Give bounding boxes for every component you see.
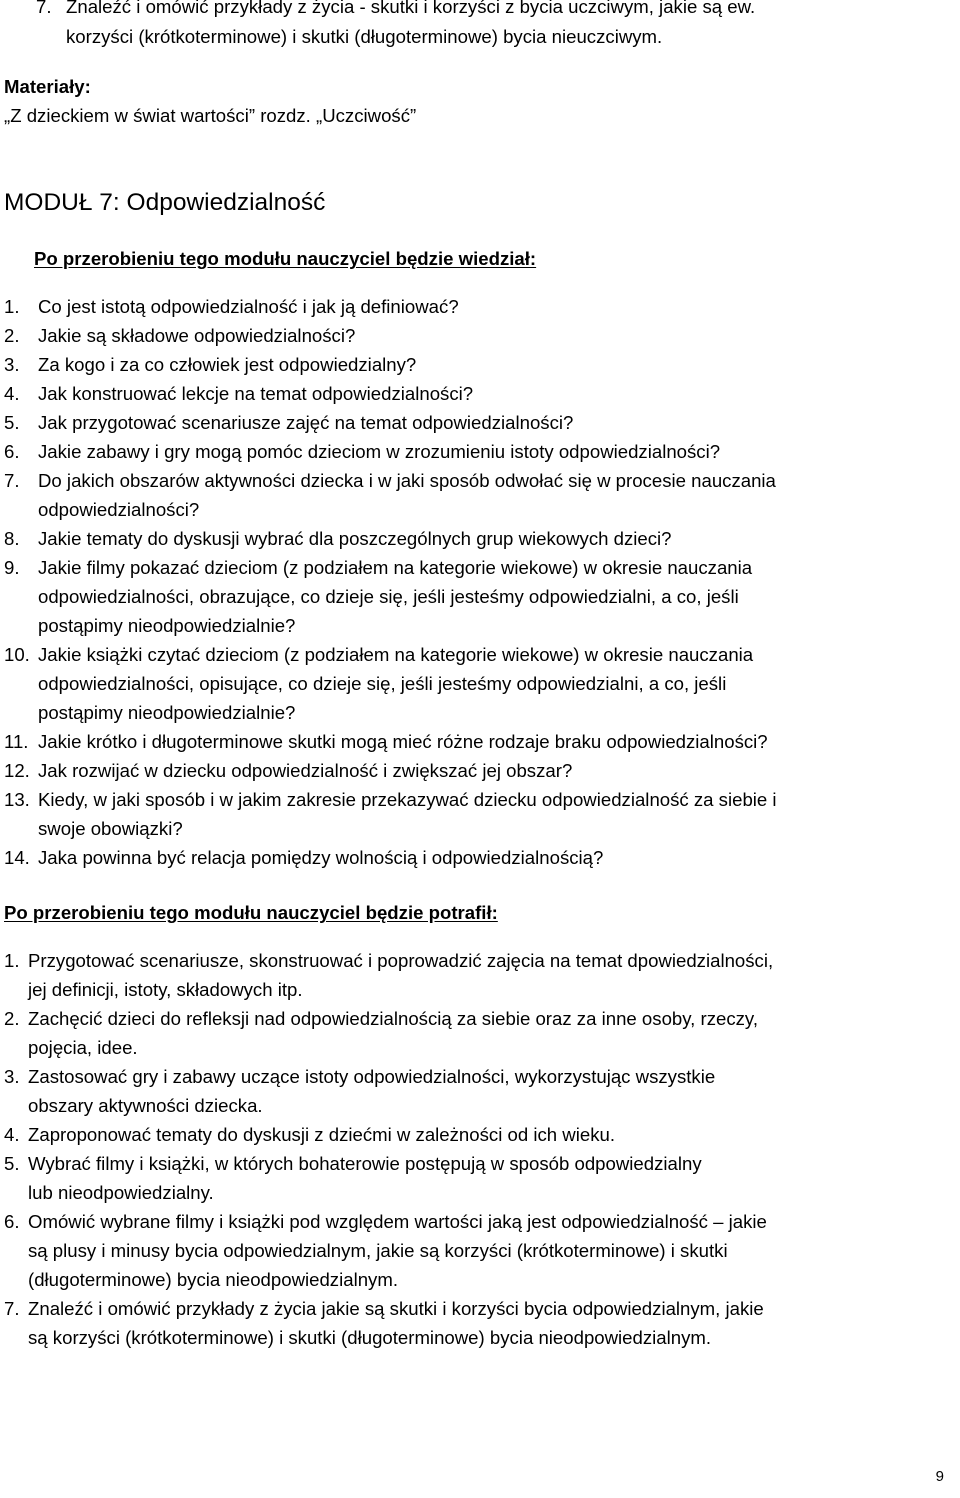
list-item-text-continuation: są korzyści (krótkoterminowe) i skutki (długoterminowe) bycia nieodpowiedzialnym. bbox=[28, 1327, 712, 1348]
list-number: 3. bbox=[4, 354, 20, 375]
list-item-text-continuation: swoje obowiązki? bbox=[38, 818, 183, 839]
list-item-text: Jakie książki czytać dzieciom (z podziałem na kategorie wiekowe) w okresie nauczania bbox=[38, 644, 754, 665]
list-number: 11. bbox=[4, 731, 29, 752]
knowledge-heading: Po przerobieniu tego modułu nauczyciel będzie wiedział: bbox=[34, 248, 537, 269]
list-number: 6. bbox=[4, 1211, 20, 1232]
module-title: MODUŁ 7: Odpowiedzialność bbox=[4, 189, 326, 216]
list-item-text: Co jest istotą odpowiedzialność i jak ją definiować? bbox=[38, 296, 459, 317]
list-number: 4. bbox=[4, 383, 20, 404]
list-item-text: Jaka powinna być relacja pomiędzy wolnością i odpowiedzialnością? bbox=[38, 847, 604, 868]
list-item-text-continuation: jej definicji, istoty, składowych itp. bbox=[28, 979, 303, 1000]
list-number: 3. bbox=[4, 1066, 20, 1087]
list-item-text: Znaleźć i omówić przykłady z życia jakie są skutki i korzyści bycia odpowiedzialnym, jakie bbox=[28, 1298, 764, 1319]
list-item-text: Za kogo i za co człowiek jest odpowiedzialny? bbox=[38, 354, 417, 375]
list-item-text: Jak przygotować scenariusze zajęć na temat odpowiedzialności? bbox=[38, 412, 574, 433]
skills-heading: Po przerobieniu tego modułu nauczyciel będzie potrafił: bbox=[4, 902, 498, 923]
list-number: 2. bbox=[4, 1008, 20, 1029]
page-number: 9 bbox=[935, 1468, 944, 1485]
list-item-text: Jak rozwijać w dziecku odpowiedzialność i zwiększać jej obszar? bbox=[38, 760, 573, 781]
list-number: 14. bbox=[4, 847, 30, 868]
list-item-text-continuation: są plusy i minusy bycia odpowiedzialnym, jakie są korzyści (krótkoterminowe) i skutki bbox=[28, 1240, 728, 1261]
list-item-text: Jak konstruować lekcje na temat odpowiedzialności? bbox=[38, 383, 474, 404]
list-number: 7. bbox=[36, 0, 52, 17]
list-item-text: Omówić wybrane filmy i książki pod względem wartości jaką jest odpowiedzialność – jakie bbox=[28, 1211, 767, 1232]
list-item-text: Do jakich obszarów aktywności dziecka i w jaki sposób odwołać się w procesie nauczania bbox=[38, 470, 776, 491]
list-number: 1. bbox=[4, 296, 20, 317]
list-number: 6. bbox=[4, 441, 20, 462]
list-number: 1. bbox=[4, 950, 20, 971]
list-item-text: Jakie krótko i długoterminowe skutki mogą mieć różne rodzaje braku odpowiedzialności? bbox=[38, 731, 768, 752]
list-number: 5. bbox=[4, 1153, 20, 1174]
list-number: 5. bbox=[4, 412, 20, 433]
materials-text: „Z dzieckiem w świat wartości” rozdz. „Uczciwość” bbox=[4, 105, 417, 126]
list-item-text-continuation: odpowiedzialności, opisujące, co dzieje się, jeśli jesteśmy odpowiedzialni, a co, jeśli bbox=[38, 673, 727, 694]
list-item-text: Jakie zabawy i gry mogą pomóc dzieciom w zrozumieniu istoty odpowiedzialności? bbox=[38, 441, 721, 462]
list-item-text-continuation: postąpimy nieodpowiedzialnie? bbox=[38, 615, 296, 636]
list-item-text-continuation: odpowiedzialności, obrazujące, co dzieje się, jeśli jesteśmy odpowiedzialni, a co, jeśli bbox=[38, 586, 739, 607]
list-item-text: Przygotować scenariusze, skonstruować i poprowadzić zajęcia na temat dpowiedzialności, bbox=[28, 950, 774, 971]
list-item-text: Wybrać filmy i książki, w których bohaterowie postępują w sposób odpowiedzialny bbox=[28, 1153, 702, 1174]
list-item-text-continuation: (długoterminowe) bycia nieodpowiedzialnym. bbox=[28, 1269, 398, 1290]
list-number: 2. bbox=[4, 325, 20, 346]
list-number: 13. bbox=[4, 789, 30, 810]
list-item-text-continuation: korzyści (krótkoterminowe) i skutki (długoterminowe) bycia nieuczciwym. bbox=[66, 26, 663, 47]
list-item-text-continuation: pojęcia, idee. bbox=[28, 1037, 138, 1058]
list-number: 9. bbox=[4, 557, 20, 578]
list-item-text: Jakie tematy do dyskusji wybrać dla poszczególnych grup wiekowych dzieci? bbox=[38, 528, 672, 549]
list-item-text: Zachęcić dzieci do refleksji nad odpowiedzialnością za siebie oraz za inne osoby, rzeczy, bbox=[28, 1008, 759, 1029]
list-number: 7. bbox=[4, 470, 20, 491]
materials-label: Materiały: bbox=[4, 76, 91, 97]
list-item-text: Jakie filmy pokazać dzieciom (z podziałem na kategorie wiekowe) w okresie nauczania bbox=[38, 557, 753, 578]
list-item-text-continuation: obszary aktywności dziecka. bbox=[28, 1095, 263, 1116]
list-number: 4. bbox=[4, 1124, 20, 1145]
list-number: 7. bbox=[4, 1298, 20, 1319]
list-item-text-continuation: lub nieodpowiedzialny. bbox=[28, 1182, 214, 1203]
list-item-text: Zaproponować tematy do dyskusji z dziećmi w zależności od ich wieku. bbox=[28, 1124, 615, 1145]
list-number: 12. bbox=[4, 760, 30, 781]
list-number: 10. bbox=[4, 644, 30, 665]
list-item-text: Znaleźć i omówić przykłady z życia - skutki i korzyści z bycia uczciwym, jakie są ew. bbox=[66, 0, 756, 17]
list-item-text: Kiedy, w jaki sposób i w jakim zakresie przekazywać dziecku odpowiedzialność za siebie i bbox=[38, 789, 777, 810]
list-item-text: Zastosować gry i zabawy uczące istoty odpowiedzialności, wykorzystując wszystkie bbox=[28, 1066, 716, 1087]
list-item-text-continuation: odpowiedzialności? bbox=[38, 499, 200, 520]
list-item-text-continuation: postąpimy nieodpowiedzialnie? bbox=[38, 702, 296, 723]
list-number: 8. bbox=[4, 528, 20, 549]
list-item-text: Jakie są składowe odpowiedzialności? bbox=[38, 325, 356, 346]
